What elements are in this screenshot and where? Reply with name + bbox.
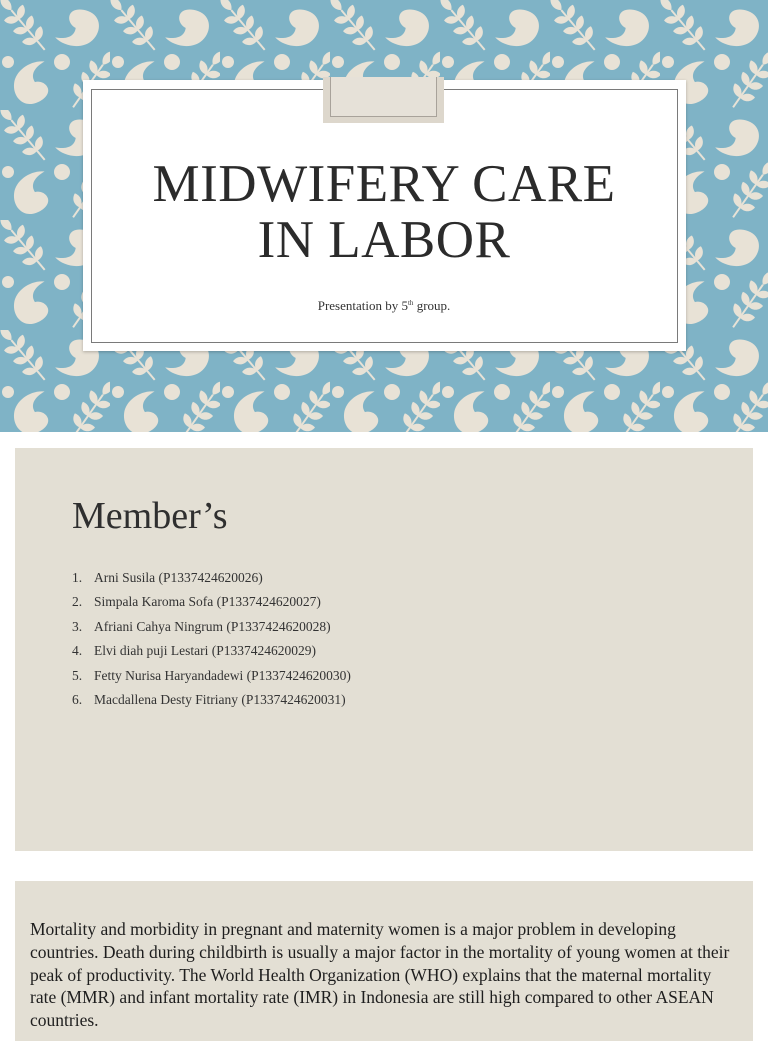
members-slide [15,448,753,851]
list-item: 6. Macdallena Desty Fitriany (P1337424620031) [72,691,346,707]
list-item: 4. Elvi diah puji Lestari (P1337424620029) [72,643,316,659]
presentation-title [0,156,768,268]
title-line-1: MIDWIFERY CARE [152,155,616,213]
introduction-slide [15,881,753,1041]
title-slide [0,0,768,432]
presentation-subtitle: Presentation by 5th group. [317,298,451,313]
list-item: 5. Fetty Nurisa Haryandadewi (P1337424620030) [72,667,351,683]
list-item: 1. Arni Susila (P1337424620026) [72,570,263,585]
card-tab-decoration [323,77,444,123]
member-list [72,568,351,714]
members-heading: Member’s [72,495,228,537]
introduction-paragraph: Mortality and morbidity in pregnant and maternity women is a major problem in developing countries. Death during childbirth is usually a major factor in the mortality of young women at their peak of productivity. The World Health Organization (WHO) explains that the maternal mortality rate (MMR) and infant mortality rate (IMR) in Indonesia are still high compared to other ASEAN countries. [30,919,730,1031]
list-item: 2. Simpala Karoma Sofa (P1337424620027) [72,594,321,610]
title-line-2: IN LABOR [257,211,511,269]
list-item: 3. Afriani Cahya Ningrum (P1337424620028) [72,618,331,634]
